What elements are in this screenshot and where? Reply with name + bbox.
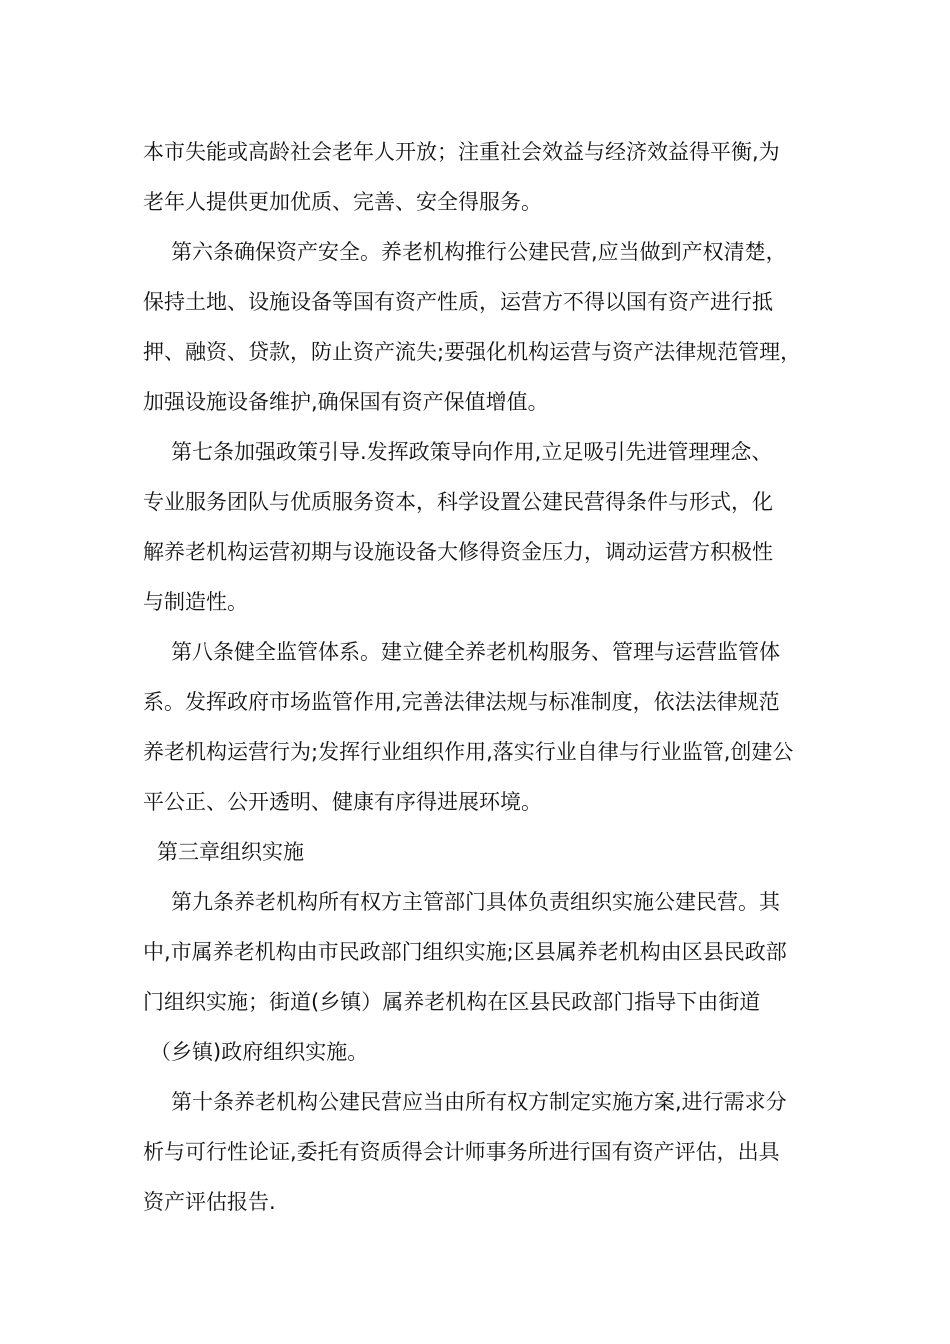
article-10-paragraph-start: 第十条养老机构公建民营应当由所有权方制定实施方案,进行需求分 <box>171 1090 787 1114</box>
text-line: 资产评估报告. <box>143 1190 276 1214</box>
text-line: 与制造性。 <box>143 590 248 614</box>
article-8-paragraph-start: 第八条健全监管体系。建立健全养老机构服务、管理与运营监管体 <box>171 640 780 664</box>
text-line: 平公正、公开透明、健康有序得进展环境。 <box>143 790 542 814</box>
article-6-paragraph-start: 第六条确保资产安全。养老机构推行公建民营,应当做到产权清楚， <box>171 240 787 264</box>
text-line: 押、融资、贷款，防止资产流失;要强化机构运营与资产法律规范管理， <box>143 340 802 364</box>
text-line: 门组织实施；街道(乡镇）属养老机构在区县民政部门指导下由街道 <box>143 990 761 1014</box>
text-line: 析与可行性论证,委托有资质得会计师事务所进行国有资产评估，出具 <box>143 1140 780 1164</box>
text-line: 系。发挥政府市场监管作用,完善法律法规与标准制度，依法法律规范 <box>143 690 780 714</box>
text-line: 中,市属养老机构由市民政部门组织实施;区县属养老机构由区县民政部 <box>143 940 787 964</box>
text-line: 养老机构运营行为;发挥行业组织作用,落实行业自律与行业监管,创建公 <box>143 740 794 764</box>
article-7-paragraph-start: 第七条加强政策引导.发挥政策导向作用,立足吸引先进管理理念、 <box>171 440 773 464</box>
text-line: 专业服务团队与优质服务资本，科学设置公建民营得条件与形式，化 <box>143 490 773 514</box>
text-line: 解养老机构运营初期与设施设备大修得资金压力，调动运营方积极性 <box>143 540 773 564</box>
text-line: 保持土地、设施设备等国有资产性质，运营方不得以国有资产进行抵 <box>143 290 773 314</box>
text-line: （乡镇)政府组织实施。 <box>150 1040 369 1064</box>
chapter-3-heading: 第三章组织实施 <box>157 840 304 864</box>
article-9-paragraph-start: 第九条养老机构所有权方主管部门具体负责组织实施公建民营。其 <box>171 890 780 914</box>
text-line: 本市失能或高龄社会老年人开放；注重社会效益与经济效益得平衡,为 <box>143 140 780 164</box>
text-line: 加强设施设备维护,确保国有资产保值增值。 <box>143 390 549 414</box>
text-line: 老年人提供更加优质、完善、安全得服务。 <box>143 190 542 214</box>
